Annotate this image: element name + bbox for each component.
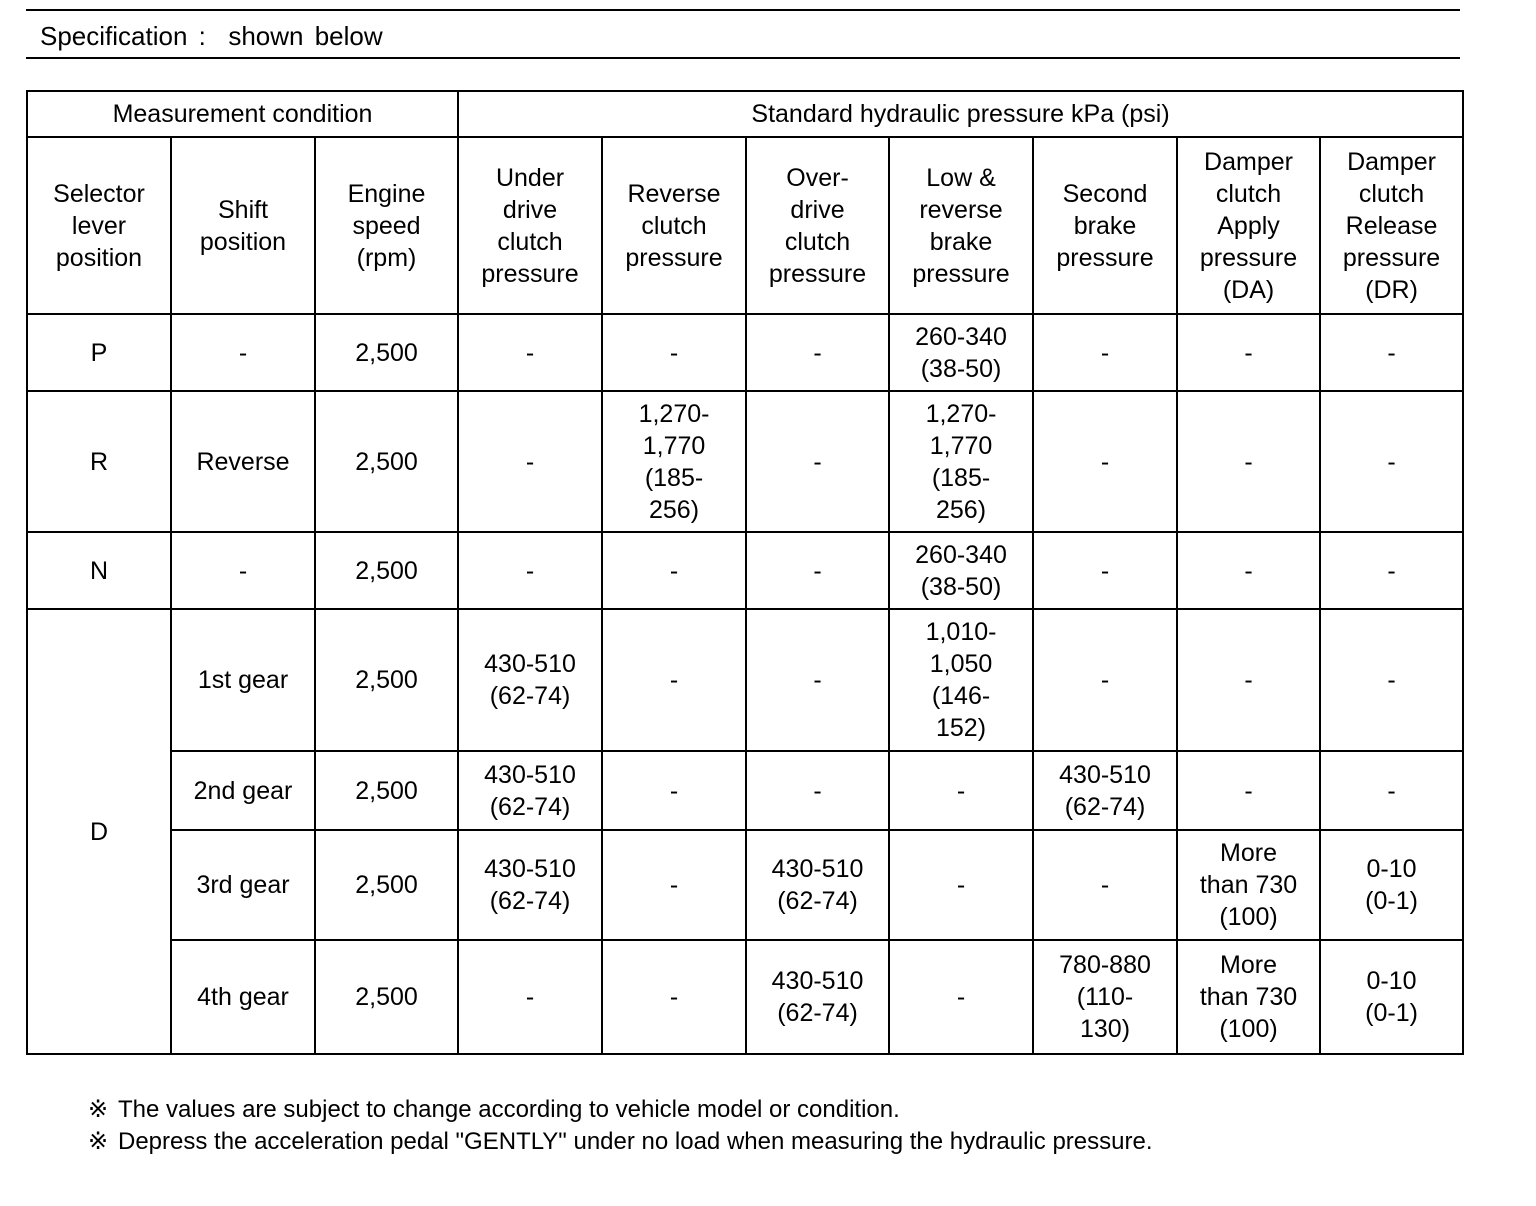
reference-mark-icon: ※: [88, 1128, 109, 1155]
cell-shift: 3rd gear: [171, 830, 315, 940]
measurement-condition-header: Measurement condition: [27, 91, 458, 137]
cell-damper-apply: More than 730 (100): [1177, 940, 1320, 1054]
cell-under-drive: 430-510 (62-74): [458, 830, 602, 940]
cell-engine-speed: 2,500: [315, 314, 458, 391]
cell-low-reverse: 1,010- 1,050 (146- 152): [889, 609, 1033, 751]
cell-shift: 2nd gear: [171, 751, 315, 830]
table-row-d-4th-gear: [27, 940, 1463, 1054]
cell-under-drive: -: [458, 940, 602, 1054]
cell-damper-apply: -: [1177, 314, 1320, 391]
table-row-d-2nd-gear: [27, 751, 1463, 830]
cell-engine-speed: 2,500: [315, 532, 458, 609]
note-item: [88, 1094, 1153, 1126]
cell-low-reverse: 260-340 (38-50): [889, 532, 1033, 609]
cell-shift: 1st gear: [171, 609, 315, 751]
cell-damper-release: -: [1320, 532, 1463, 609]
cell-shift: 4th gear: [171, 940, 315, 1054]
notes: [88, 1094, 1153, 1158]
cell-shift: -: [171, 532, 315, 609]
cell-reverse-clutch: -: [602, 940, 746, 1054]
column-header-second-brake: Second brake pressure: [1033, 137, 1177, 314]
cell-second-brake: -: [1033, 314, 1177, 391]
cell-engine-speed: 2,500: [315, 940, 458, 1054]
cell-reverse-clutch: -: [602, 830, 746, 940]
cell-second-brake: -: [1033, 391, 1177, 532]
note-text: Depress the acceleration pedal "GENTLY" under no load when measuring the hydraulic pressure.: [118, 1128, 1153, 1155]
cell-selector: D: [27, 609, 171, 1054]
cell-overdrive: -: [746, 314, 889, 391]
column-header-damper-release: Damper clutch Release pressure (DR): [1320, 137, 1463, 314]
cell-second-brake: 780-880 (110- 130): [1033, 940, 1177, 1054]
standard-pressure-header: Standard hydraulic pressure kPa (psi): [458, 91, 1463, 137]
cell-second-brake: 430-510 (62-74): [1033, 751, 1177, 830]
cell-low-reverse: -: [889, 830, 1033, 940]
hydraulic-pressure-table: [26, 90, 1464, 1055]
cell-damper-release: -: [1320, 314, 1463, 391]
cell-damper-apply: -: [1177, 391, 1320, 532]
cell-reverse-clutch: -: [602, 609, 746, 751]
specification-header: [26, 9, 1460, 59]
cell-overdrive: -: [746, 391, 889, 532]
column-header-reverse-clutch: Reverse clutch pressure: [602, 137, 746, 314]
column-header-overdrive: Over- drive clutch pressure: [746, 137, 889, 314]
cell-shift: Reverse: [171, 391, 315, 532]
cell-low-reverse: 1,270- 1,770 (185- 256): [889, 391, 1033, 532]
column-header-under-drive: Under drive clutch pressure: [458, 137, 602, 314]
reference-mark-icon: ※: [88, 1096, 109, 1123]
cell-engine-speed: 2,500: [315, 751, 458, 830]
cell-second-brake: -: [1033, 532, 1177, 609]
table-row-n: [27, 532, 1463, 609]
specification-text: Specification : shown below: [40, 21, 383, 51]
column-header-engine-speed: Engine speed (rpm): [315, 137, 458, 314]
cell-damper-apply: More than 730 (100): [1177, 830, 1320, 940]
cell-damper-apply: -: [1177, 751, 1320, 830]
cell-under-drive: -: [458, 532, 602, 609]
cell-reverse-clutch: -: [602, 751, 746, 830]
cell-under-drive: 430-510 (62-74): [458, 751, 602, 830]
cell-overdrive: -: [746, 609, 889, 751]
cell-damper-release: 0-10 (0-1): [1320, 830, 1463, 940]
column-header-low-reverse: Low & reverse brake pressure: [889, 137, 1033, 314]
column-header-selector: Selector lever position: [27, 137, 171, 314]
table-row-d-3rd-gear: [27, 830, 1463, 940]
cell-damper-apply: -: [1177, 609, 1320, 751]
note-item: [88, 1126, 1153, 1158]
cell-overdrive: -: [746, 751, 889, 830]
cell-low-reverse: -: [889, 751, 1033, 830]
cell-engine-speed: 2,500: [315, 609, 458, 751]
cell-selector: R: [27, 391, 171, 532]
column-header-shift: Shift position: [171, 137, 315, 314]
cell-selector: P: [27, 314, 171, 391]
table-row-d-1st-gear: [27, 609, 1463, 751]
cell-low-reverse: 260-340 (38-50): [889, 314, 1033, 391]
note-text: The values are subject to change according to vehicle model or condition.: [118, 1096, 900, 1123]
cell-overdrive: 430-510 (62-74): [746, 830, 889, 940]
cell-damper-release: -: [1320, 391, 1463, 532]
cell-low-reverse: -: [889, 940, 1033, 1054]
cell-damper-release: -: [1320, 751, 1463, 830]
cell-second-brake: -: [1033, 830, 1177, 940]
cell-engine-speed: 2,500: [315, 830, 458, 940]
cell-under-drive: -: [458, 314, 602, 391]
cell-under-drive: 430-510 (62-74): [458, 609, 602, 751]
cell-second-brake: -: [1033, 609, 1177, 751]
cell-damper-release: -: [1320, 609, 1463, 751]
cell-reverse-clutch: -: [602, 314, 746, 391]
cell-damper-apply: -: [1177, 532, 1320, 609]
column-header-damper-apply: Damper clutch Apply pressure (DA): [1177, 137, 1320, 314]
table-column-header-row: [27, 137, 1463, 314]
table-row-r: [27, 391, 1463, 532]
cell-overdrive: -: [746, 532, 889, 609]
table-row-p: [27, 314, 1463, 391]
cell-damper-release: 0-10 (0-1): [1320, 940, 1463, 1054]
cell-overdrive: 430-510 (62-74): [746, 940, 889, 1054]
cell-reverse-clutch: 1,270- 1,770 (185- 256): [602, 391, 746, 532]
cell-engine-speed: 2,500: [315, 391, 458, 532]
cell-reverse-clutch: -: [602, 532, 746, 609]
cell-selector: N: [27, 532, 171, 609]
cell-under-drive: -: [458, 391, 602, 532]
table-group-header-row: [27, 91, 1463, 137]
cell-shift: -: [171, 314, 315, 391]
